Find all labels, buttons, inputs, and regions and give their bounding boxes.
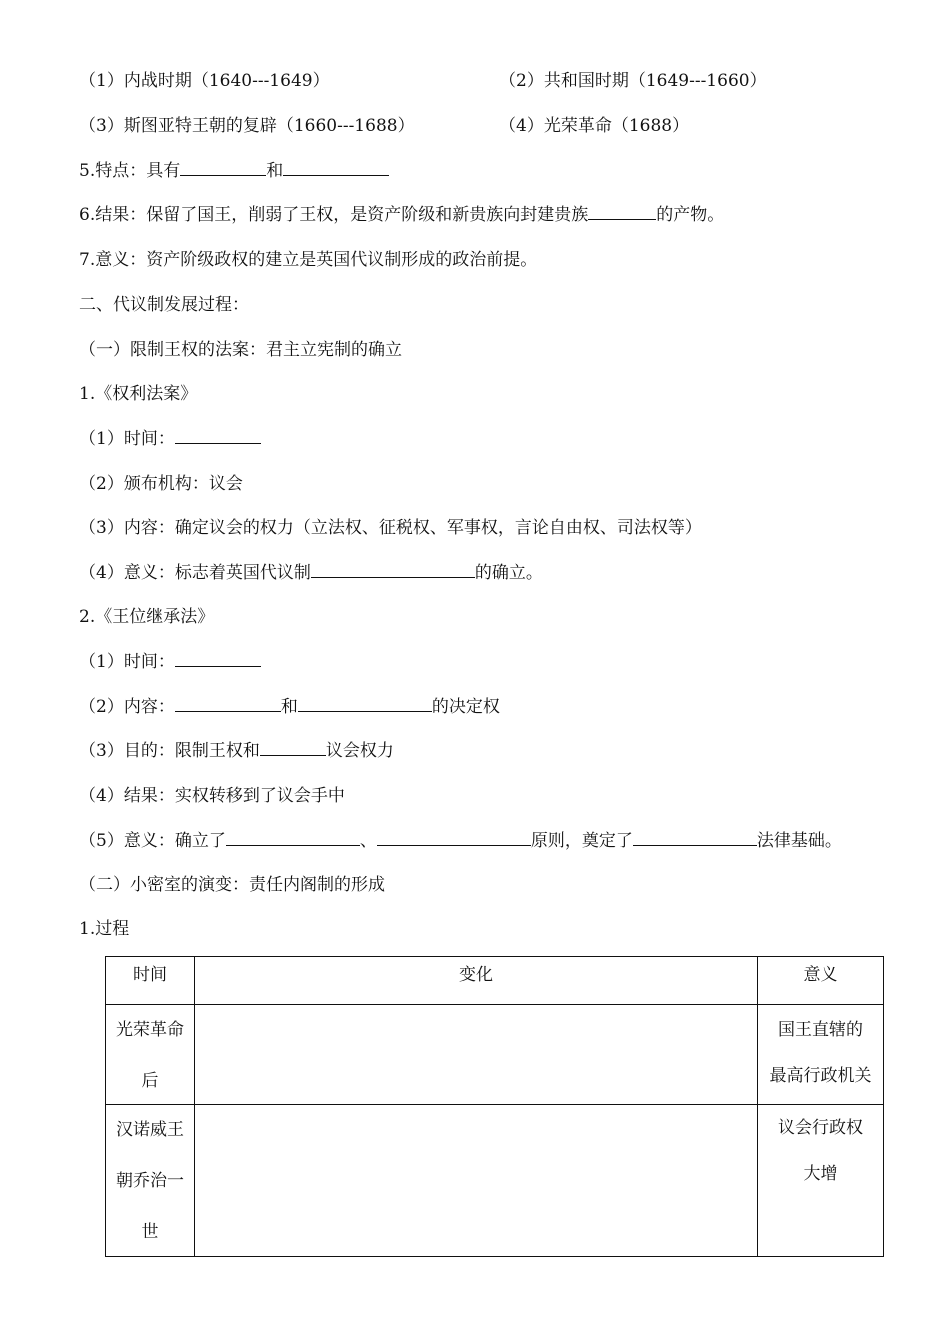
act-content-a: （2）内容： <box>79 697 175 717</box>
fill-blank[interactable] <box>298 695 432 712</box>
act-purpose-a: （3）目的：限制王权和 <box>79 741 260 761</box>
fill-blank[interactable] <box>175 695 281 712</box>
fill-blank[interactable] <box>588 203 656 220</box>
act-sig-b: 、 <box>359 831 377 851</box>
bill-of-rights-significance <box>79 561 543 585</box>
row-meaning-line: 国王直辖的 <box>778 1020 863 1040</box>
act-of-settlement-significance <box>79 829 842 853</box>
item-7-significance: 7.意义：资产阶级政权的建立是英国代议制形成的政治前提。 <box>79 250 538 270</box>
item-6-text-a: 6.结果：保留了国王，削弱了王权，是资产阶级和新贵族向封建贵族 <box>79 205 589 225</box>
item-5-text-a: 5.特点：具有 <box>79 161 181 181</box>
act-of-settlement-time-label: （1）时间： <box>79 652 175 672</box>
item-5-feature <box>79 159 389 183</box>
row-meaning-line: 议会行政权 <box>778 1118 863 1138</box>
process-heading: 1.过程 <box>79 919 130 939</box>
table-header-row <box>106 957 884 1005</box>
bill-of-rights-title: 1.《权利法案》 <box>79 384 198 404</box>
table-row <box>106 1005 884 1105</box>
row-meaning <box>758 1105 884 1257</box>
fill-blank[interactable] <box>311 561 475 578</box>
process-table <box>105 956 884 1257</box>
item-5-text-b: 和 <box>266 161 284 181</box>
row-meaning <box>758 1005 884 1105</box>
period-1: （1）内战时期（1640---1649） <box>79 71 330 91</box>
row-time-line: 朝乔治一 <box>116 1171 184 1191</box>
bill-of-rights-time-label: （1）时间： <box>79 429 175 449</box>
row-time <box>106 1105 195 1257</box>
item-6-text-b: 的产物。 <box>656 205 725 225</box>
header-change: 变化 <box>195 957 758 1005</box>
table-row <box>106 1105 884 1257</box>
row-time-line: 汉诺威王 <box>116 1120 184 1140</box>
row-change-cell[interactable] <box>195 1005 758 1105</box>
fill-blank[interactable] <box>260 739 326 756</box>
header-time: 时间 <box>106 957 195 1005</box>
bill-of-rights-significance-b: 的确立。 <box>474 563 543 583</box>
subsection-heading-1: （一）限制王权的法案：君主立宪制的确立 <box>79 340 402 360</box>
act-content-c: 的决定权 <box>431 697 500 717</box>
act-of-settlement-result: （4）结果：实权转移到了议会手中 <box>79 786 345 806</box>
period-4: （4）光荣革命（1688） <box>499 116 690 136</box>
period-3: （3）斯图亚特王朝的复辟（1660---1688） <box>79 116 415 136</box>
act-sig-c: 原则，奠定了 <box>530 831 633 851</box>
act-of-settlement-purpose <box>79 739 394 763</box>
row-time-line: 后 <box>141 1071 159 1091</box>
header-meaning: 意义 <box>758 957 884 1005</box>
act-content-b: 和 <box>280 697 298 717</box>
row-meaning-line: 大增 <box>803 1164 838 1184</box>
fill-blank[interactable] <box>377 829 531 846</box>
item-6-result <box>79 203 724 227</box>
section-heading-2: 二、代议制发展过程： <box>79 295 249 315</box>
row-time-line: 世 <box>141 1222 159 1242</box>
fill-blank[interactable] <box>175 427 261 444</box>
fill-blank[interactable] <box>175 650 261 667</box>
bill-of-rights-time <box>79 427 261 451</box>
act-sig-a: （5）意义：确立了 <box>79 831 226 851</box>
row-time-line: 光荣革命 <box>116 1020 184 1040</box>
act-of-settlement-time <box>79 650 261 674</box>
bill-of-rights-issuer: （2）颁布机构：议会 <box>79 474 243 494</box>
row-change-cell[interactable] <box>195 1105 758 1257</box>
act-of-settlement-content <box>79 695 500 719</box>
act-sig-d: 法律基础。 <box>756 831 842 851</box>
fill-blank[interactable] <box>180 159 266 176</box>
fill-blank[interactable] <box>226 829 360 846</box>
period-2: （2）共和国时期（1649---1660） <box>499 71 767 91</box>
act-of-settlement-title: 2.《王位继承法》 <box>79 607 215 627</box>
bill-of-rights-content: （3）内容：确定议会的权力（立法权、征税权、军事权，言论自由权、司法权等） <box>79 518 702 538</box>
row-time <box>106 1005 195 1105</box>
subsection-heading-2: （二）小密室的演变：责任内阁制的形成 <box>79 875 385 895</box>
row-meaning-line: 最高行政机关 <box>769 1066 872 1086</box>
fill-blank[interactable] <box>633 829 757 846</box>
bill-of-rights-significance-a: （4）意义：标志着英国代议制 <box>79 563 311 583</box>
fill-blank[interactable] <box>283 159 389 176</box>
act-purpose-b: 议会权力 <box>325 741 394 761</box>
